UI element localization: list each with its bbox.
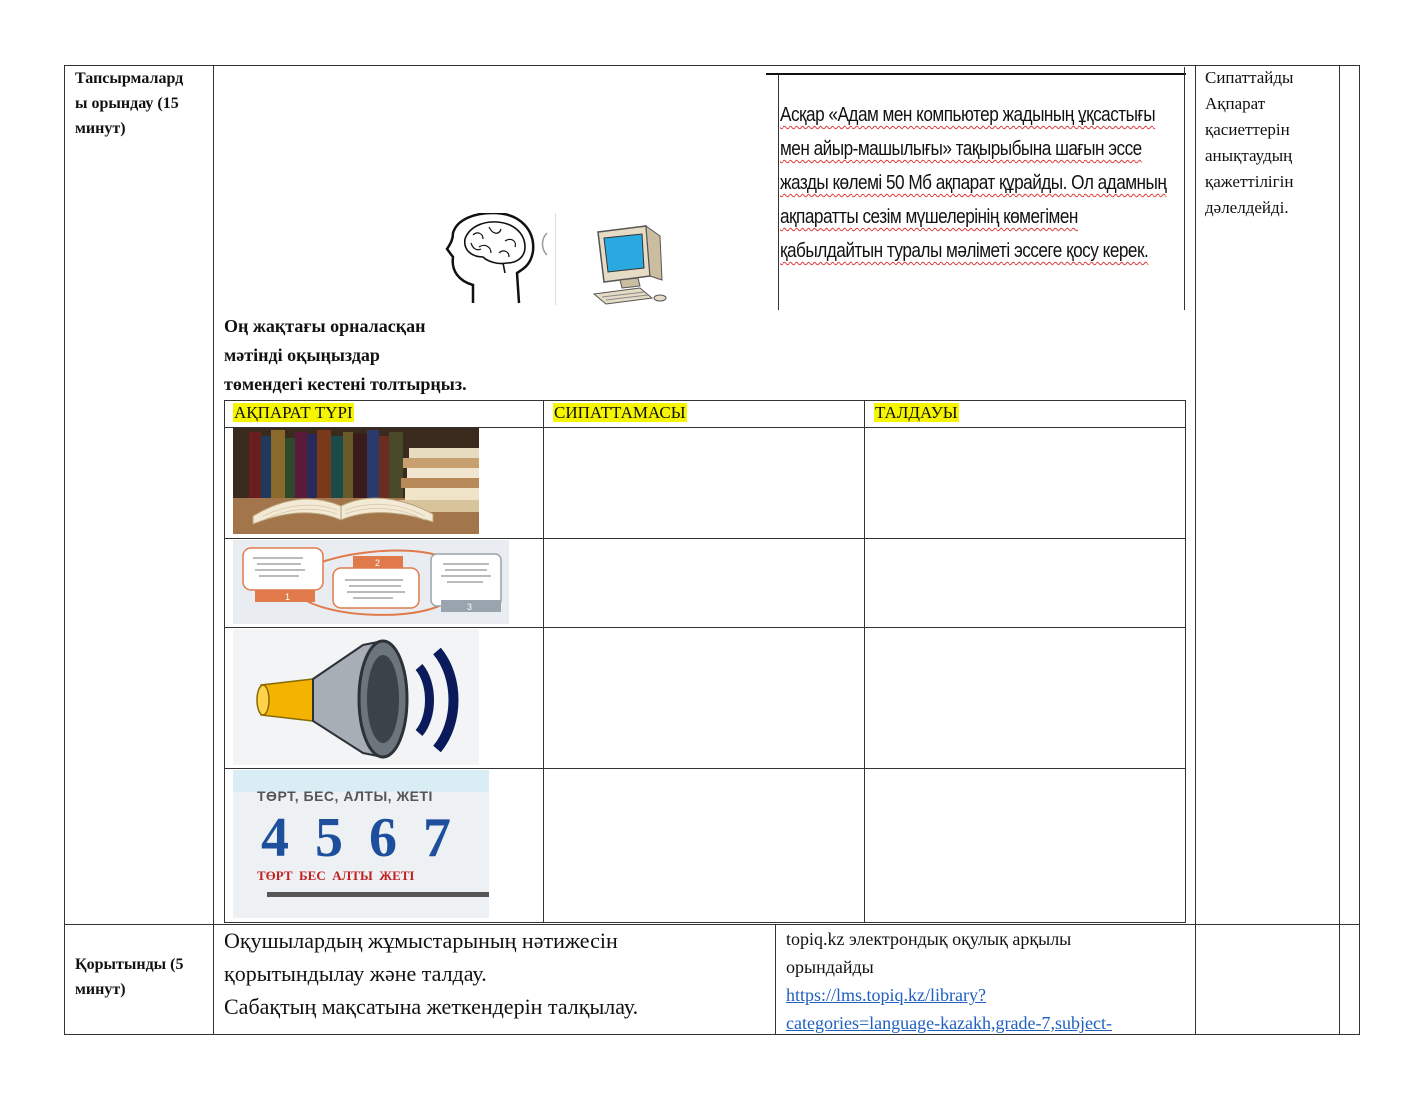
brain-image: [443, 213, 556, 305]
table-row-line: [224, 538, 1186, 539]
table-col-line: [543, 400, 544, 922]
right-note-line: Ақпарат: [1205, 94, 1266, 113]
instruction-text: [224, 312, 467, 399]
instruction-line: мәтінді оқыңыздар: [224, 345, 380, 365]
essay-line: қабылдайтын туралы мәліметі эссеге қосу керек.: [780, 240, 1149, 262]
table-header-analysis: [874, 402, 959, 424]
instruction-line: Оң жақтағы орналасқан: [224, 316, 426, 336]
essay-box-left: [778, 75, 779, 310]
summary-line: Сабақтың мақсатына жеткендерін талқылау.: [224, 994, 639, 1019]
stage-label-line: минут): [75, 981, 126, 998]
resource-line: topiq.kz электрондық оқулық арқылы: [786, 929, 1072, 949]
numbers-digits: 4 5 6 7: [261, 807, 457, 869]
stage-label-line: ы орындау (15: [75, 95, 179, 112]
table-header-description: [553, 402, 687, 424]
outer-right-border: [1359, 65, 1360, 1035]
right-note-line: анықтаудың: [1205, 146, 1293, 165]
essay-line: жазды көлемі 50 Мб ақпарат құрайды. Ол адамның: [780, 172, 1167, 194]
computer-image: [584, 224, 672, 308]
numbers-bottom-text: ТӨРТ БЕС АЛТЫ ЖЕТІ: [257, 868, 415, 883]
numbers-image: [233, 770, 489, 918]
library-link[interactable]: [786, 981, 1191, 1037]
table-right: [1185, 400, 1186, 922]
header-description-text: СИПАТТАМАСЫ: [554, 403, 686, 422]
header-analysis-text: ТАЛДАУЫ: [875, 403, 958, 422]
table-header-type: [233, 402, 354, 424]
numbers-top-text: ТӨРТ, БЕС, АЛТЫ, ЖЕТІ: [257, 788, 433, 804]
right-note-line: қасиеттерін: [1205, 120, 1290, 139]
right-note-line: қажеттілігін: [1205, 172, 1294, 191]
table-row-line: [224, 627, 1186, 628]
table-bottom: [224, 922, 1186, 923]
table-row-line: [224, 768, 1186, 769]
speaker-image: [233, 629, 479, 765]
stage-label-line: Тапсырмалард: [75, 70, 184, 87]
col-divider-3: [1195, 65, 1196, 1035]
diagram-number: 1: [285, 592, 291, 602]
resources: [786, 925, 1191, 1037]
essay-box-top: [766, 73, 1186, 75]
diagram-number: 2: [375, 558, 381, 568]
resource-line: орындайды: [786, 957, 874, 977]
essay-line: Асқар «Адам мен компьютер жадының ұқсастығы: [780, 104, 1156, 126]
essay-line: мен айыр-машылығы» тақырыбына шағын эссе: [780, 138, 1142, 160]
header-type-text: АҚПАРАТ ТҮРІ: [234, 403, 353, 422]
essay-line: ақпаратты сезім мүшелерінің көмегімен: [780, 206, 1078, 228]
stage-label-line: Қорытынды (5: [75, 956, 184, 973]
table-top: [224, 400, 1186, 401]
outer-left-border: [64, 65, 65, 1035]
col-divider-4: [1339, 65, 1340, 1035]
summary-line: қорытындылау және талдау.: [224, 961, 487, 986]
essay-text: [780, 98, 1184, 268]
diagram-number: 3: [467, 602, 473, 612]
diagram-image: [233, 540, 509, 624]
instruction-line: төмендегі кестені толтырңыз.: [224, 374, 467, 394]
col-divider-row2: [775, 924, 776, 1034]
right-note-line: дәлелдейді.: [1205, 198, 1289, 217]
right-note-line: Сипаттайды: [1205, 68, 1294, 87]
stage-label-line: минут): [75, 120, 126, 137]
table-col-line: [864, 400, 865, 922]
library-link-line: https://lms.topiq.kz/library?: [786, 985, 986, 1005]
stage-label-tasks: [75, 66, 210, 141]
library-link-line: categories=language-kazakh,grade-7,subject-: [786, 1013, 1112, 1033]
table-left: [224, 400, 225, 922]
right-note: [1205, 65, 1293, 221]
outer-top-border: [64, 65, 1360, 66]
summary-text: [224, 924, 638, 1023]
col-divider-1: [213, 65, 214, 1035]
stage-label-summary: [75, 952, 210, 1002]
summary-line: Оқушылардың жұмыстарының нәтижесін: [224, 928, 618, 953]
books-image: [233, 428, 479, 534]
